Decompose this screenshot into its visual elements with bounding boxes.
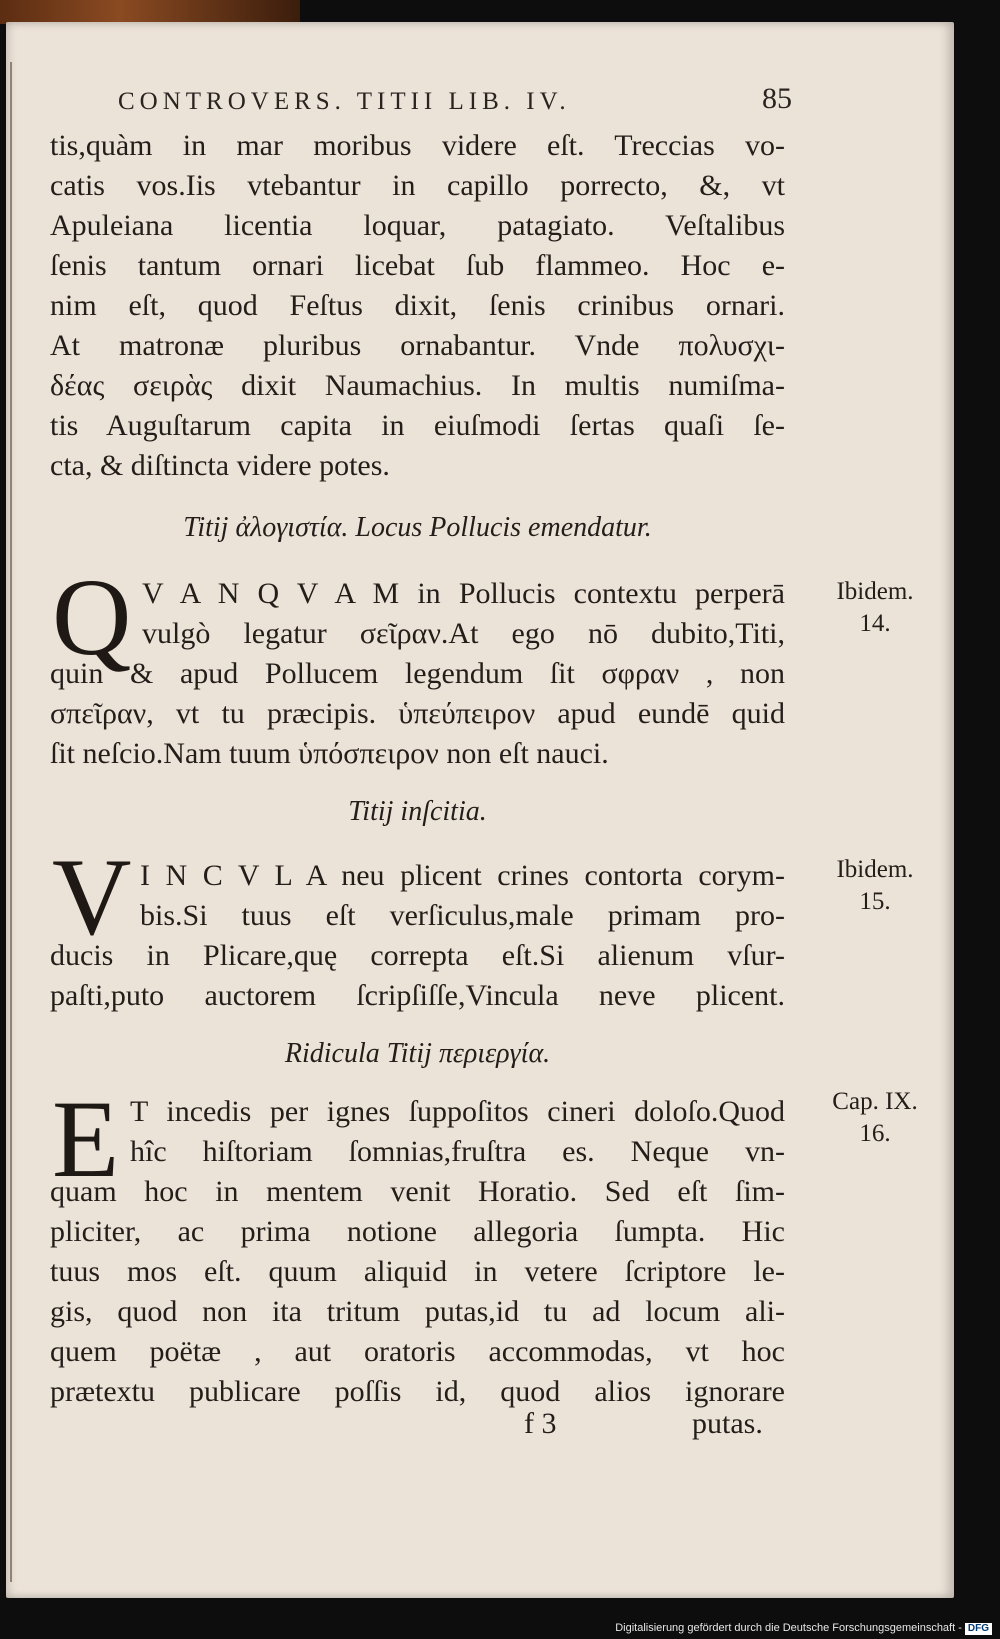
- text-line: Apuleiana licentia loquar, patagiato. Veſtalibus: [50, 209, 785, 242]
- margin-note-number: 15.: [859, 888, 891, 915]
- section-heading-1: Titij ἀλογιστία. Locus Pollucis emendatur.: [183, 512, 652, 543]
- drop-cap-e: E: [52, 1078, 120, 1200]
- text-line: δέας σειρὰς dixit Naumachius. In multis numiſma-: [50, 369, 785, 402]
- margin-note-label: Ibidem.: [836, 856, 914, 883]
- text-line: T incedis per ignes ſuppoſitos cineri doloſo.Quod: [130, 1095, 785, 1128]
- text-line: quin & apud Pollucem legendum ſit σφραν , non: [50, 657, 785, 690]
- text-line: quam hoc in mentem venit Horatio. Sed eſt ſim-: [50, 1175, 785, 1208]
- text-line: σπεῖραν, vt tu præcipis. ὑπεύπειρον apud eundē quid: [50, 697, 785, 730]
- text-line: pliciter, ac prima notione allegoria ſumpta. Hic: [50, 1215, 785, 1248]
- signature-mark: f 3: [524, 1407, 557, 1440]
- margin-note-label: Cap. IX.: [832, 1088, 918, 1115]
- drop-cap-v: V: [52, 836, 132, 958]
- page-number: 85: [762, 82, 792, 115]
- text-line: I N C V L A neu plicent crines contorta corym-: [140, 859, 785, 892]
- paragraph-1: [50, 126, 785, 486]
- margin-note-number: 14.: [859, 610, 891, 637]
- text-line: bis.Si tuus eſt verſiculus,male primam pro-: [140, 899, 785, 932]
- text-line: vulgò legatur σεῖραν.At ego nō dubito,Titi,: [142, 617, 785, 650]
- text-line: tis,quàm in mar moribus videre eſt. Treccias vo-: [50, 129, 785, 162]
- paragraph-3: [50, 856, 785, 1016]
- text-line: ſit neſcio.Nam tuum ὑπόσπειρον non eſt nauci.: [50, 737, 609, 770]
- text-line: ducis in Plicare,quę correpta eſt.Si alienum vſur-: [50, 939, 785, 972]
- section-heading-3: Ridicula Titij περιεργία.: [284, 1038, 551, 1069]
- text-line: ſenis tantum ornari licebat ſub flammeo. Hoc e-: [50, 249, 785, 282]
- text-line: At matronæ pluribus ornabantur. Vnde πολυσχι-: [50, 329, 785, 362]
- running-head: CONTROVERS. TITII LIB. IV.: [118, 88, 571, 115]
- text-line: tuus mos eſt. quum aliquid in vetere ſcriptore le-: [50, 1255, 785, 1288]
- text-line: catis vos.Iis vtebantur in capillo porrecto, &, vt: [50, 169, 785, 202]
- margin-note-3: [800, 1086, 950, 1150]
- drop-cap-q: Q: [52, 556, 132, 678]
- margin-note-1: [805, 576, 945, 640]
- text-line: paſti,puto auctorem ſcripſiſſe,Vincula neve plicent.: [50, 979, 785, 1012]
- text-line: prætextu publicare poſſis id, quod alios ignorare: [50, 1375, 785, 1408]
- margin-note-2: [805, 854, 945, 918]
- digitization-credit: [615, 1622, 992, 1635]
- gutter-shadow: [10, 62, 12, 1582]
- margin-note-label: Ibidem.: [836, 578, 914, 605]
- margin-note-number: 16.: [859, 1120, 891, 1147]
- paragraph-4: [50, 1078, 785, 1412]
- text-line: quem poëtæ , aut oratoris accommodas, vt hoc: [50, 1335, 785, 1368]
- dfg-logo: DFG: [965, 1623, 992, 1635]
- credit-text: Digitalisierung gefördert durch die Deutsche Forschungsgemeinschaft -: [615, 1622, 962, 1634]
- text-line: cta, & diſtincta videre potes.: [50, 449, 390, 482]
- text-line: nim eſt, quod Feſtus dixit, ſenis crinibus ornari.: [50, 289, 785, 322]
- catchword: putas.: [692, 1407, 763, 1440]
- book-spine-edge: [0, 0, 300, 24]
- text-line: hîc hiſtoriam ſomnias,fruſtra es. Neque vn-: [130, 1135, 785, 1168]
- text-line: gis, quod non ita tritum putas,id tu ad locum ali-: [50, 1295, 785, 1328]
- paragraph-2: [50, 556, 785, 774]
- text-line: V A N Q V A M in Pollucis contextu perperā: [142, 577, 785, 610]
- section-heading-2: Titij inſcitia.: [348, 796, 487, 827]
- text-line: tis Auguſtarum capita in eiuſmodi ſertas quaſi ſe-: [50, 409, 785, 442]
